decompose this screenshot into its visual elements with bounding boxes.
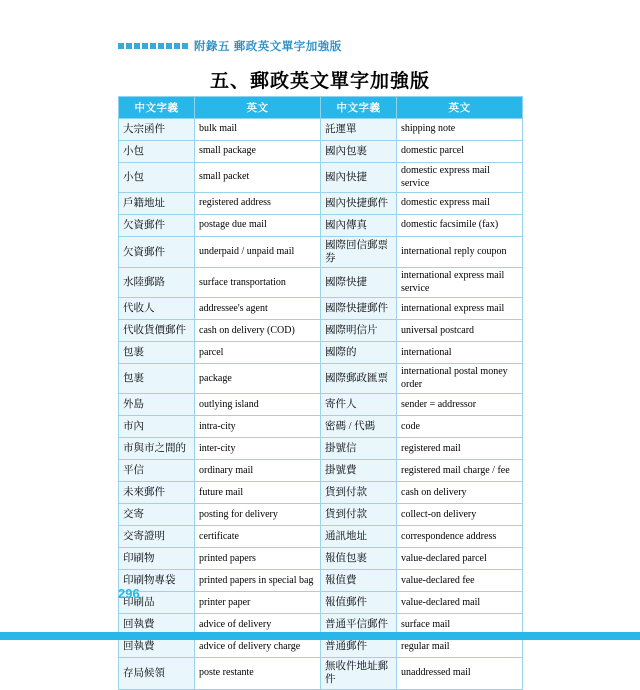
cell-english: domestic express mail service: [397, 163, 523, 193]
table-row: [119, 658, 523, 689]
table-row: [119, 548, 523, 570]
cell-chinese: 水陸郵路: [119, 268, 195, 298]
cell-chinese: 存局候領: [119, 658, 195, 689]
table-row: [119, 482, 523, 504]
table-row: [119, 460, 523, 482]
cell-english: future mail: [195, 482, 321, 504]
table-row: [119, 438, 523, 460]
cell-chinese: 國內快捷郵件: [321, 193, 397, 215]
cell-chinese: 外島: [119, 394, 195, 416]
cell-chinese: 貨到付款: [321, 504, 397, 526]
cell-chinese: 回執費: [119, 636, 195, 658]
cell-chinese: 包裹: [119, 342, 195, 364]
cell-english: international postal money order: [397, 364, 523, 394]
table-row: [119, 119, 523, 141]
cell-chinese: 印刷品: [119, 592, 195, 614]
cell-english: code: [397, 416, 523, 438]
cell-english: printed papers: [195, 548, 321, 570]
cell-english: bulk mail: [195, 119, 321, 141]
cell-english: inter-city: [195, 438, 321, 460]
cell-english: poste restante: [195, 658, 321, 689]
table-row: [119, 215, 523, 237]
cell-chinese: 掛號信: [321, 438, 397, 460]
cell-chinese: 託運單: [321, 119, 397, 141]
header-label: 附錄五 郵政英文單字加強版: [194, 41, 342, 53]
cell-english: registered mail: [397, 438, 523, 460]
cell-english: printer paper: [195, 592, 321, 614]
cell-english: small packet: [195, 163, 321, 193]
cell-chinese: 國內快捷: [321, 163, 397, 193]
cell-chinese: 印刷物專袋: [119, 570, 195, 592]
table-row: [119, 342, 523, 364]
cell-chinese: 欠資郵件: [119, 237, 195, 268]
table-row: [119, 504, 523, 526]
cell-chinese: 報值費: [321, 570, 397, 592]
cell-chinese: 通訊地址: [321, 526, 397, 548]
cell-chinese: 包裹: [119, 364, 195, 394]
cell-english: posting for delivery: [195, 504, 321, 526]
cell-chinese: 掛號費: [321, 460, 397, 482]
column-header-zh-1: 中文字義: [119, 97, 195, 119]
cell-english: advice of delivery charge: [195, 636, 321, 658]
table-row: [119, 320, 523, 342]
cell-english: underpaid / unpaid mail: [195, 237, 321, 268]
cell-english: certificate: [195, 526, 321, 548]
table-row: [119, 298, 523, 320]
cell-english: printed papers in special bag: [195, 570, 321, 592]
bottom-accent-bar: [0, 632, 640, 640]
cell-english: value-declared mail: [397, 592, 523, 614]
cell-english: outlying island: [195, 394, 321, 416]
cell-english: surface mail: [397, 614, 523, 636]
cell-chinese: 普通郵件: [321, 636, 397, 658]
cell-english: cash on delivery: [397, 482, 523, 504]
cell-english: domestic parcel: [397, 141, 523, 163]
table-row: [119, 394, 523, 416]
table-header-row: [119, 97, 523, 119]
cell-chinese: 未來郵件: [119, 482, 195, 504]
cell-english: domestic express mail: [397, 193, 523, 215]
table-row: [119, 237, 523, 268]
cell-chinese: 大宗函件: [119, 119, 195, 141]
cell-chinese: 國際的: [321, 342, 397, 364]
cell-chinese: 市與市之間的: [119, 438, 195, 460]
cell-english: international: [397, 342, 523, 364]
cell-english: collect-on delivery: [397, 504, 523, 526]
cell-english: unaddressed mail: [397, 658, 523, 689]
cell-chinese: 戶籍地址: [119, 193, 195, 215]
column-header-zh-2: 中文字義: [321, 97, 397, 119]
cell-chinese: 國際快捷: [321, 268, 397, 298]
cell-chinese: 小包: [119, 163, 195, 193]
cell-chinese: 小包: [119, 141, 195, 163]
cell-english: parcel: [195, 342, 321, 364]
table-row: [119, 163, 523, 193]
cell-english: sender = addressor: [397, 394, 523, 416]
cell-chinese: 國際明信片: [321, 320, 397, 342]
cell-english: registered mail charge / fee: [397, 460, 523, 482]
cell-chinese: 國內傳真: [321, 215, 397, 237]
cell-english: value-declared fee: [397, 570, 523, 592]
table-row: [119, 592, 523, 614]
cell-chinese: 普通平信郵件: [321, 614, 397, 636]
cell-chinese: 國際快捷郵件: [321, 298, 397, 320]
cell-chinese: 國際郵政匯票: [321, 364, 397, 394]
table-row: [119, 364, 523, 394]
cell-chinese: 代收貨價郵件: [119, 320, 195, 342]
cell-chinese: 市內: [119, 416, 195, 438]
cell-english: value-declared parcel: [397, 548, 523, 570]
cell-english: shipping note: [397, 119, 523, 141]
cell-chinese: 回執費: [119, 614, 195, 636]
cell-chinese: 國際回信郵票券: [321, 237, 397, 268]
page-title: 五、郵政英文單字加強版: [209, 71, 430, 92]
cell-english: surface transportation: [195, 268, 321, 298]
cell-english: postage due mail: [195, 215, 321, 237]
cell-english: international reply coupon: [397, 237, 523, 268]
cell-chinese: 貨到付款: [321, 482, 397, 504]
table-row: [119, 416, 523, 438]
cell-chinese: 平信: [119, 460, 195, 482]
table-body: [119, 119, 523, 690]
cell-chinese: 寄件人: [321, 394, 397, 416]
cell-chinese: 欠資郵件: [119, 215, 195, 237]
cell-chinese: 代收人: [119, 298, 195, 320]
cell-english: universal postcard: [397, 320, 523, 342]
cell-english: advice of delivery: [195, 614, 321, 636]
table-row: [119, 570, 523, 592]
page-number: 296: [118, 586, 140, 601]
cell-english: domestic facsimile (fax): [397, 215, 523, 237]
section-header: [118, 38, 342, 54]
header-dots-icon: [118, 43, 188, 49]
cell-chinese: 密碼 / 代碼: [321, 416, 397, 438]
cell-chinese: 報值包裹: [321, 548, 397, 570]
cell-english: ordinary mail: [195, 460, 321, 482]
cell-english: registered address: [195, 193, 321, 215]
cell-english: international express mail service: [397, 268, 523, 298]
cell-chinese: 無收件地址郵件: [321, 658, 397, 689]
cell-english: regular mail: [397, 636, 523, 658]
table-row: [119, 526, 523, 548]
vocabulary-table: [118, 96, 523, 690]
cell-english: international express mail: [397, 298, 523, 320]
cell-chinese: 交寄: [119, 504, 195, 526]
cell-english: package: [195, 364, 321, 394]
table-row: [119, 193, 523, 215]
cell-english: correspondence address: [397, 526, 523, 548]
table-row: [119, 268, 523, 298]
cell-chinese: 國內包裹: [321, 141, 397, 163]
column-header-en-1: 英文: [195, 97, 321, 119]
cell-chinese: 報值郵件: [321, 592, 397, 614]
cell-chinese: 交寄證明: [119, 526, 195, 548]
cell-english: intra-city: [195, 416, 321, 438]
vocabulary-table-wrapper: [118, 96, 522, 690]
column-header-en-2: 英文: [397, 97, 523, 119]
cell-english: cash on delivery (COD): [195, 320, 321, 342]
cell-english: small package: [195, 141, 321, 163]
cell-english: addressee's agent: [195, 298, 321, 320]
table-row: [119, 141, 523, 163]
cell-chinese: 印刷物: [119, 548, 195, 570]
